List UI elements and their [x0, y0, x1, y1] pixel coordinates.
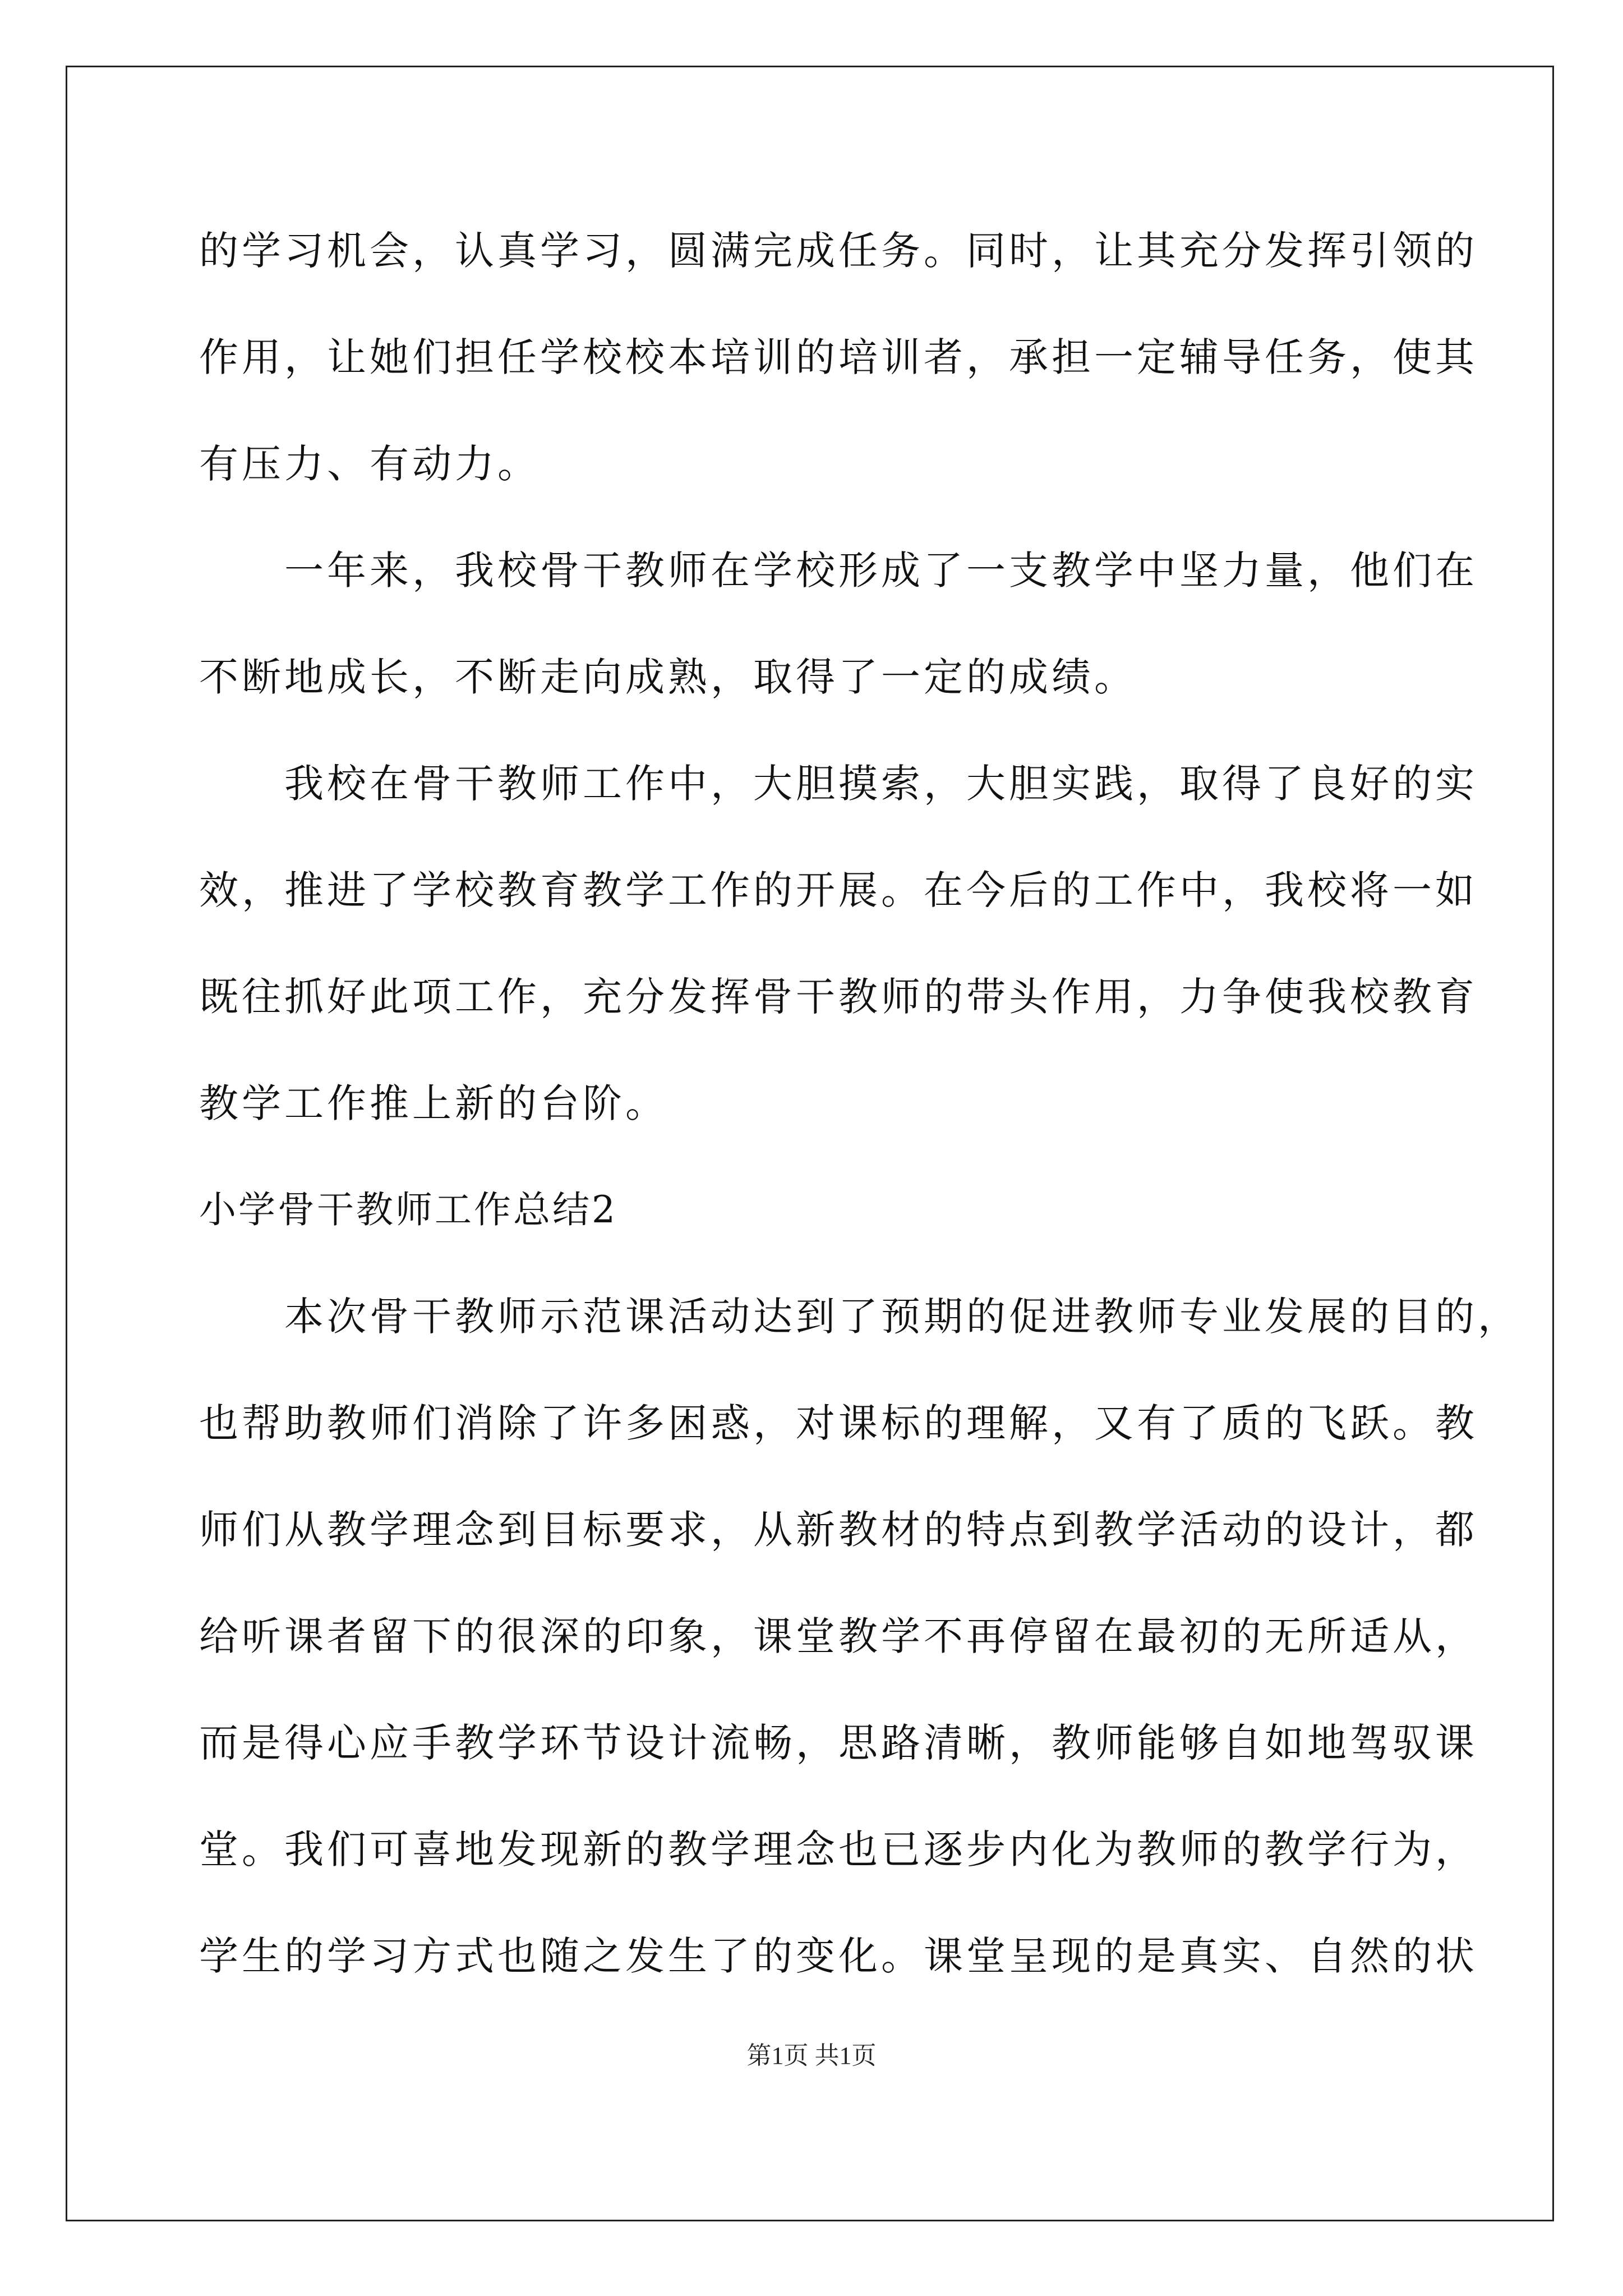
- text-line: 不断地成长，不断走向成熟，取得了一定的成绩。: [199, 654, 1137, 700]
- text-line: 既往抓好此项工作，充分发挥骨干教师的带头作用，力争使我校教育: [199, 974, 1478, 1020]
- paragraph-start-line: 我校在骨干教师工作中，大胆摸索，大胆实践，取得了良好的实: [284, 761, 1478, 807]
- page-footer: 第1页 共1页: [746, 2042, 877, 2069]
- text-line: 的学习机会，认真学习，圆满完成任务。同时，让其充分发挥引领的: [199, 228, 1478, 274]
- paragraph-start-line: 本次骨干教师示范课活动达到了预期的促进教师专业发展的目的，: [284, 1294, 1520, 1340]
- document-body: [199, 197, 1520, 2009]
- text-line: 有压力、有动力。: [199, 441, 540, 487]
- text-line: 作用，让她们担任学校校本培训的培训者，承担一定辅导任务，使其: [199, 334, 1478, 380]
- text-line: 效，推进了学校教育教学工作的开展。在今后的工作中，我校将一如: [199, 867, 1478, 913]
- paragraph-start-line: 一年来，我校骨干教师在学校形成了一支教学中坚力量，他们在: [284, 547, 1478, 593]
- text-line: 学生的学习方式也随之发生了的变化。课堂呈现的是真实、自然的状: [199, 1933, 1478, 1979]
- text-line: 而是得心应手教学环节设计流畅，思路清晰，教师能够自如地驾驭课: [199, 1720, 1478, 1766]
- text-line: 也帮助教师们消除了许多困惑，对课标的理解，又有了质的飞跃。教: [199, 1400, 1478, 1446]
- text-line: 给听课者留下的很深的印象，课堂教学不再停留在最初的无所适从，: [199, 1613, 1478, 1659]
- section-heading: 小学骨干教师工作总结2: [199, 1188, 617, 1231]
- text-line: 教学工作推上新的台阶。: [199, 1080, 668, 1126]
- text-line: 师们从教学理念到目标要求，从新教材的特点到教学活动的设计，都: [199, 1507, 1478, 1553]
- text-line: 堂。我们可喜地发现新的教学理念也已逐步内化为教师的教学行为，: [199, 1826, 1478, 1872]
